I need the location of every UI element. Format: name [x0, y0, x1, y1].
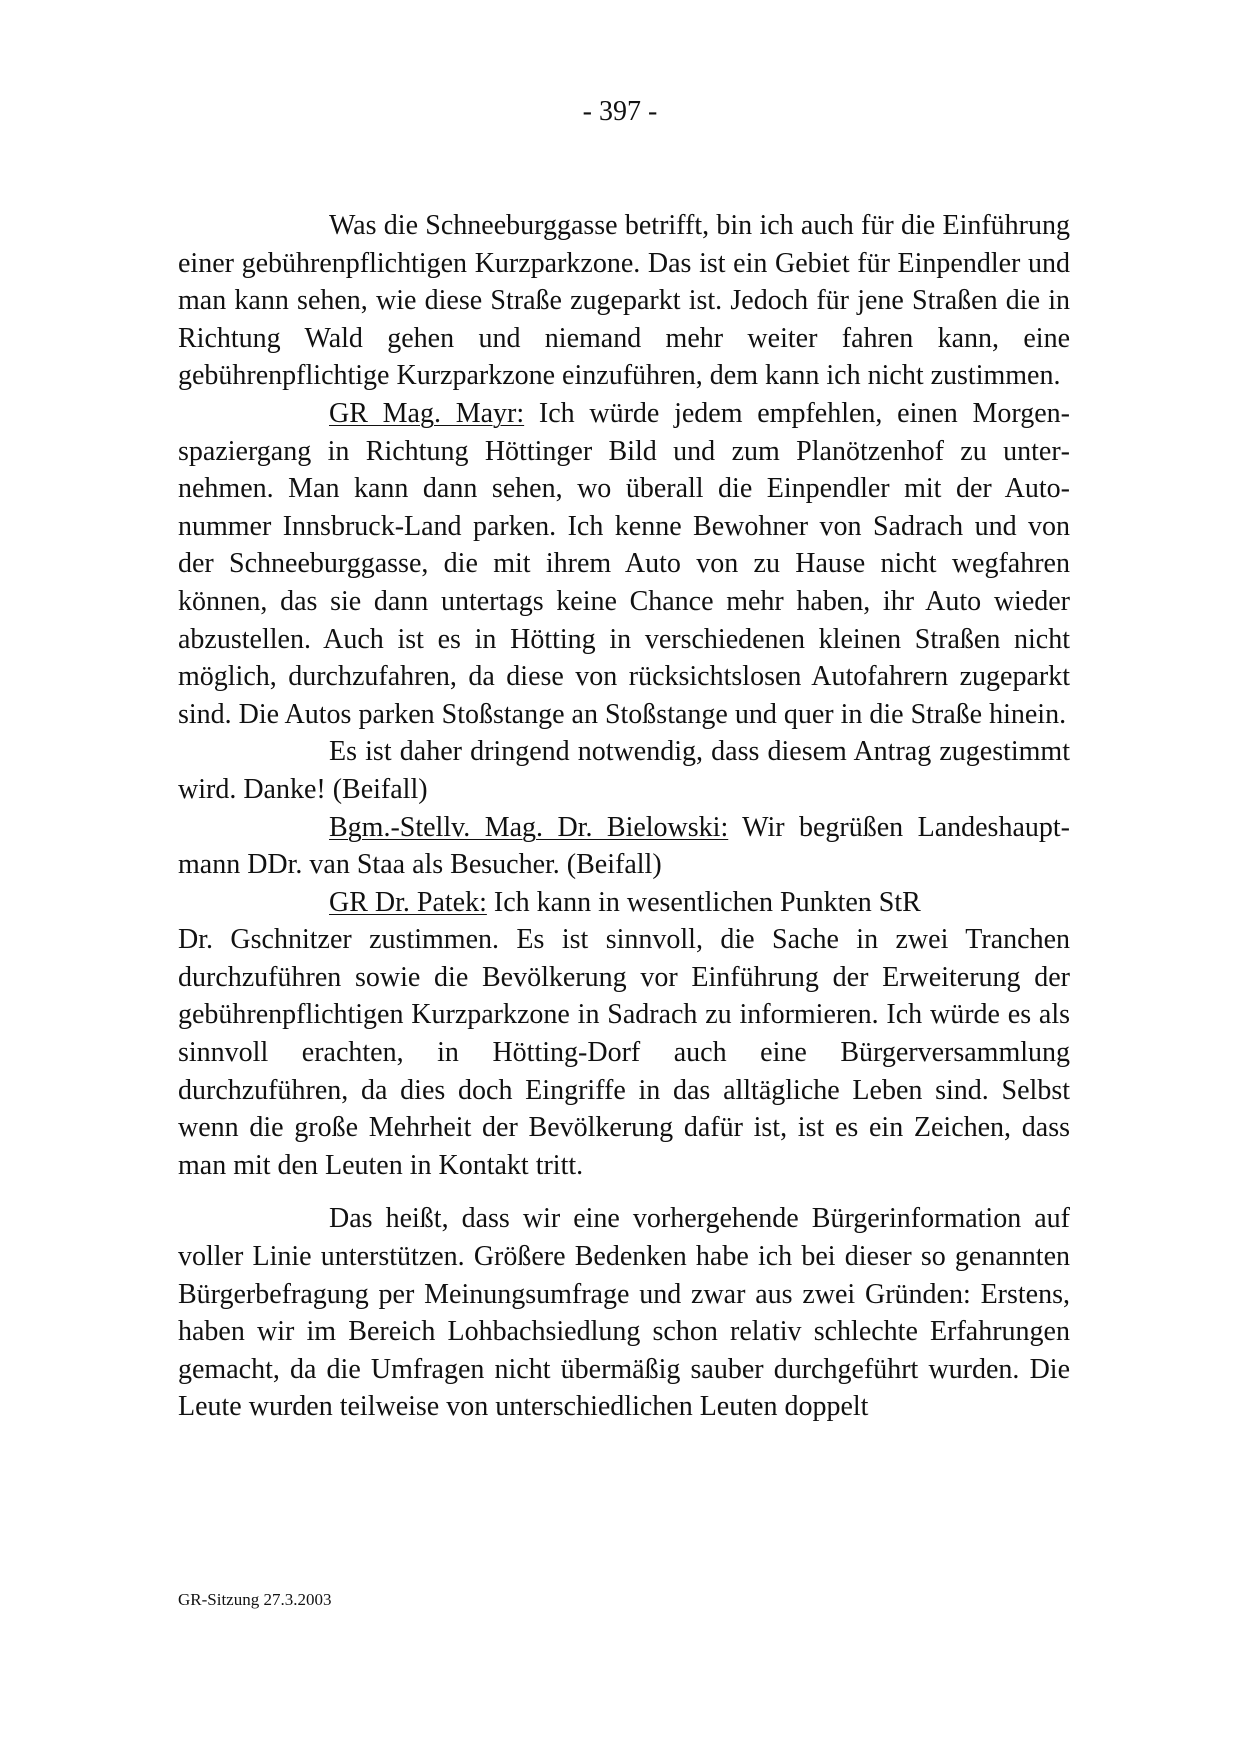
page-number: - 397 -	[582, 96, 658, 127]
paragraph-buergerinformation	[178, 1200, 1070, 1426]
paragraph-text: Ich würde jedem empfehlen, einen Morgenspaziergang in Richtung Höttinger Bild und zum Planötzenhof zu unternehmen. Man kann dann sehen, wo überall die Einpendler mit der Autonummer Innsbruck-Land parken. Ich kenne Bewohner von Sadrach und von der Schneeburggasse, die mit ihrem Auto von zu Hause nicht wegfahren können, das sie dann untertags keine Chance mehr haben, ihr Auto wieder abzustellen. Auch ist es in Hötting in verschiedenen kleinen Straßen nicht möglich, durchzufahren, da diese von rücksichtslosen Autofahrern zugeparkt sind. Die Autos parken Stoßstange an Stoßstange und quer in die Straße hinein.	[178, 397, 1070, 730]
footer-session-date: GR-Sitzung 27.3.2003	[178, 1590, 332, 1609]
paragraph-text: Was die Schneeburggasse betrifft, bin ich auch für die Einführung einer gebührenpflichtigen Kurzparkzone. Das ist ein Gebiet für Einpendler und man kann sehen, wie diese Straße zugeparkt ist. Jedoch für jene Straßen die in Richtung Wald gehen und niemand mehr weiter fahren kann, eine gebührenpflichtige Kurzparkzone einzuführen, dem kann ich nicht zustimmen.	[178, 210, 1070, 392]
speaker-name: GR Dr. Patek:	[329, 886, 487, 918]
paragraph-text: Das heißt, dass wir eine vorhergehende Bürgerinformation auf voller Linie unterstützen. Größere Bedenken habe ich bei dieser so genannten Bürgerbefragung per Meinungsumfrage und zwar aus zwei Gründen: Erstens, haben wir im Bereich Lohbachsiedlung schon relativ schlechte Erfahrungen gemacht, da die Umfragen nicht übermäßig sauber durchgeführt wurden. Die Leute wurden teilweise von unterschiedlichen Leuten doppelt	[178, 1203, 1070, 1423]
speaker-name: GR Mag. Mayr:	[329, 397, 525, 429]
paragraph-antrag	[178, 733, 1070, 808]
document-body	[178, 207, 1070, 1426]
paragraph-text: Dr. Gschnitzer zustimmen. Es ist sinnvoll, die Sache in zwei Tranchen durchzuführen sowie die Bevölkerung vor Einführung der Erweiterung der gebührenpflichtigen Kurzparkzone in Sadrach zu informieren. Ich würde es als sinnvoll erachten, in Hötting-Dorf auch eine Bürgerversammlung durchzuführen, da dies doch Eingriffe in das alltägliche Leben sind. Selbst wenn die große Mehrheit der Bevölkerung dafür ist, ist es ein Zeichen, dass man mit den Leuten in Kontakt tritt.	[178, 924, 1070, 1181]
paragraph-mayr	[178, 395, 1070, 733]
paragraph-patek-intro	[178, 884, 1070, 922]
paragraph-bielowski	[178, 809, 1070, 884]
paragraph-text: Es ist daher dringend notwendig, dass diesem Antrag zugestimmt wird. Danke! (Beifall)	[178, 736, 1070, 805]
paragraph-schneeburggasse	[178, 207, 1070, 395]
speaker-name: Bgm.-Stellv. Mag. Dr. Bielowski:	[329, 811, 729, 843]
paragraph-patek-continuation	[178, 921, 1070, 1184]
paragraph-text: Ich kann in wesentlichen Punkten StR	[486, 886, 921, 918]
paragraph-text: Wir begrüßen Landeshauptmann DDr. van Staa als Besucher. (Beifall)	[178, 811, 1070, 881]
